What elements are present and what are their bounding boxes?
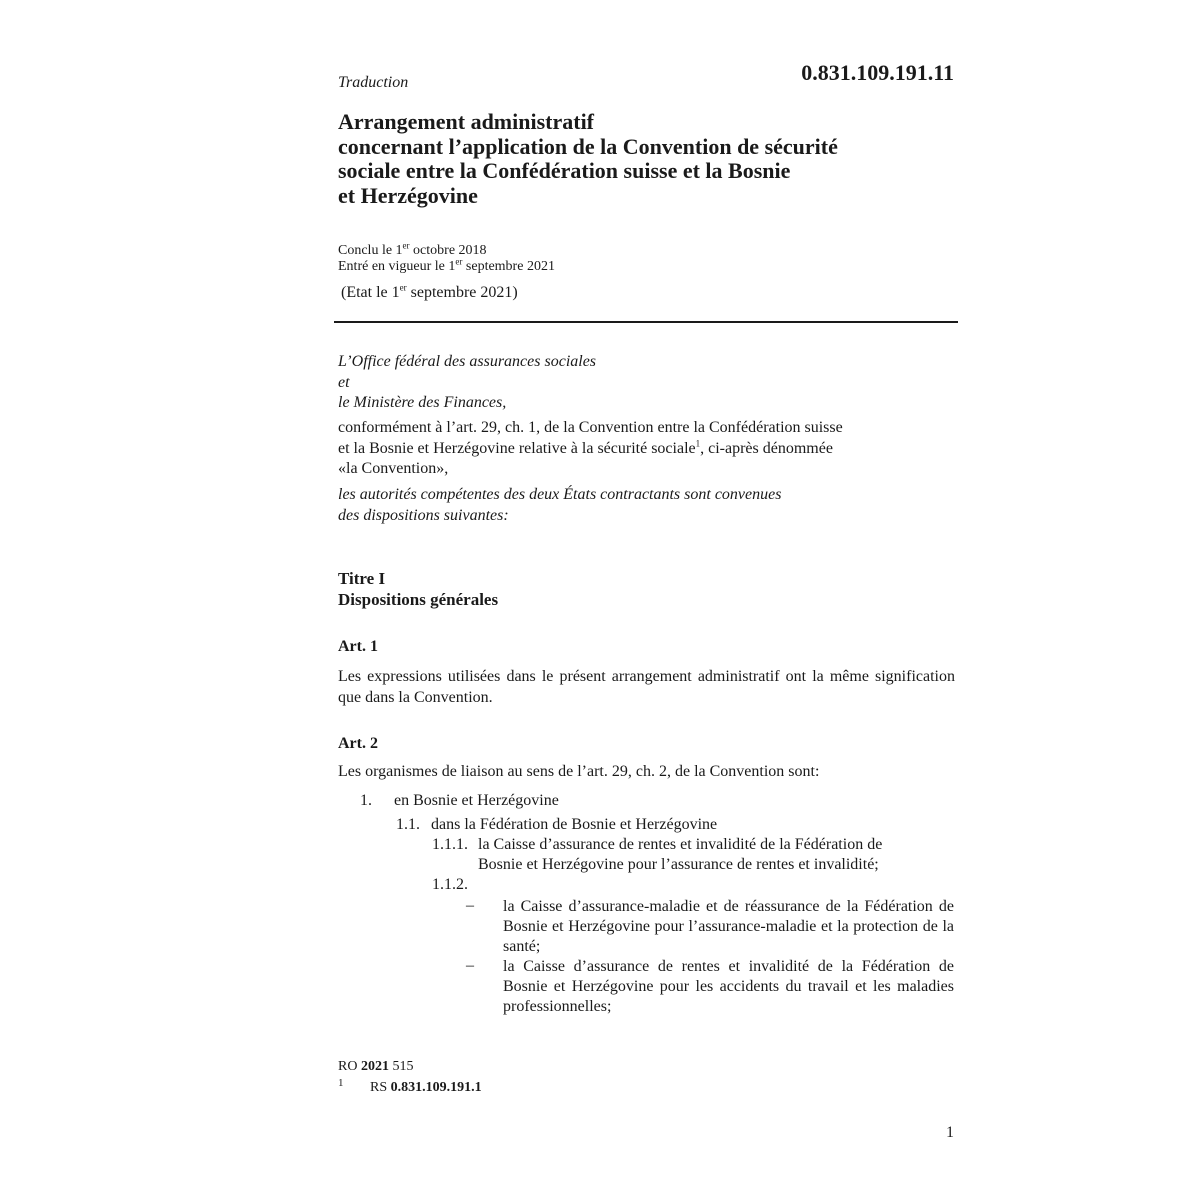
article-2-intro: Les organismes de liaison au sens de l’art. 29, ch. 2, de la Convention sont: xyxy=(338,763,820,780)
page-number: 1 xyxy=(946,1124,954,1141)
footnote-ref: 1 xyxy=(695,438,701,449)
document-number: 0.831.109.191.11 xyxy=(801,60,954,85)
article-1-heading: Art. 1 xyxy=(338,638,378,655)
title-name: Dispositions générales xyxy=(338,590,499,609)
status-date: (Etat le 1er septembre 2021) xyxy=(341,282,518,301)
list-number: 1. xyxy=(360,792,372,809)
list-item: en Bosnie et Herzégovine xyxy=(394,792,559,809)
list-number: 1.1.1. xyxy=(432,836,468,853)
footnote-text: RS 0.831.109.191.1 xyxy=(370,1080,482,1095)
list-number: 1.1.2. xyxy=(432,876,468,893)
title-number: Titre I xyxy=(338,569,386,588)
title-line: sociale entre la Confédération suisse et la Bosnie xyxy=(338,158,791,183)
concluded-date: Conclu le 1er octobre 2018 xyxy=(338,240,487,258)
title-line: Arrangement administratif xyxy=(338,109,595,134)
preamble-agreement-line: les autorités compétentes des deux États contractants sont convenues xyxy=(338,486,782,503)
article-2-heading: Art. 2 xyxy=(338,735,378,752)
header-divider xyxy=(334,321,958,323)
ro-reference: RO 2021 515 xyxy=(338,1059,414,1074)
article-1-text: Les expressions utilisées dans le présent arrangement administratif ont la même signification que dans la Convention. xyxy=(338,668,955,706)
preamble-party-1: L’Office fédéral des assurances sociales xyxy=(338,353,597,370)
preamble-basis-line: et la Bosnie et Herzégovine relative à la sécurité sociale$^1$, ci-après dénommée xyxy=(338,438,833,457)
list-item: la Caisse d’assurance de rentes et invalidité de la Fédération de xyxy=(478,836,883,853)
preamble-party-2: le Ministère des Finances, xyxy=(338,394,507,411)
preamble-conjunction: et xyxy=(338,374,350,391)
title-line: et Herzégovine xyxy=(338,182,478,208)
dash-bullet: – xyxy=(466,957,474,974)
dash-bullet: – xyxy=(466,897,474,914)
list-number: 1.1. xyxy=(396,816,420,833)
in-force-date: Entré en vigueur le 1er septembre 2021 xyxy=(338,256,555,274)
document-title xyxy=(338,110,838,208)
preamble-agreement-line: des dispositions suivantes: xyxy=(338,507,509,524)
list-item-continuation: Bosnie et Herzégovine pour l’assurance de rentes et invalidité; xyxy=(478,856,879,873)
list-item: la Caisse d’assurance-maladie et de réassurance de la Fédération de Bosnie et Herzégovine pour l’assurance-maladie et la protection de la santé; xyxy=(503,898,954,955)
preamble-basis-line: conformément à l’art. 29, ch. 1, de la Convention entre la Confédération suisse xyxy=(338,419,843,436)
list-item: dans la Fédération de Bosnie et Herzégovine xyxy=(431,816,718,833)
translation-label: Traduction xyxy=(338,74,409,91)
footnote-number: 1 xyxy=(338,1077,344,1089)
preamble-basis-line: «la Convention», xyxy=(338,460,449,477)
list-item: la Caisse d’assurance de rentes et invalidité de la Fédération de Bosnie et Herzégovine pour les accidents du travail et les maladies professionnelles; xyxy=(503,958,954,1015)
title-line: concernant l’application de la Convention de sécurité xyxy=(338,133,838,159)
